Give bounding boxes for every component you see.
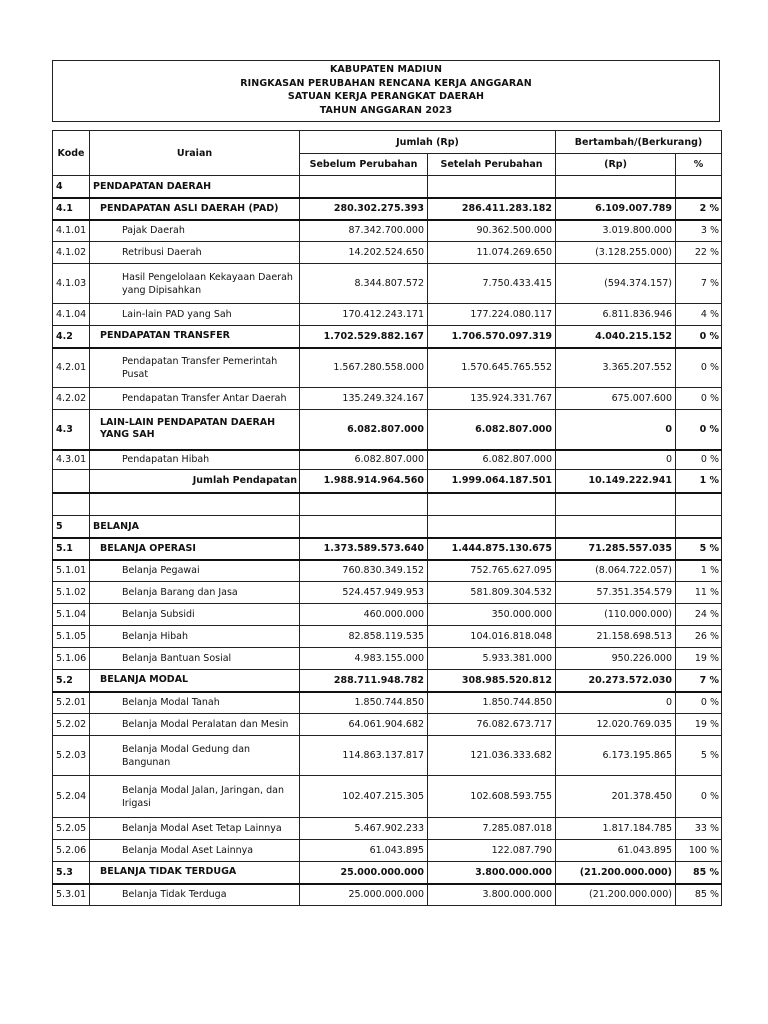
table-row: [53, 604, 722, 626]
row-rp: 12.020.769.035: [556, 714, 676, 736]
row-pct: 24 %: [676, 604, 722, 626]
row-setelah: [428, 516, 556, 538]
row-sebelum: 460.000.000: [300, 604, 428, 626]
row-rp: 0: [556, 692, 676, 714]
table-row: [53, 220, 722, 242]
col-header-uraian: Uraian: [90, 131, 300, 176]
header-line-2: RINGKASAN PERUBAHAN RENCANA KERJA ANGGARAN: [240, 77, 532, 89]
row-kode: 5.1.06: [53, 648, 90, 670]
row-rp: 6.173.195.865: [556, 736, 676, 776]
table-row: [53, 450, 722, 470]
row-pct: [676, 493, 722, 516]
row-pct: 0 %: [676, 348, 722, 388]
row-rp: 201.378.450: [556, 776, 676, 818]
col-header-jumlah: Jumlah (Rp): [300, 131, 556, 154]
row-setelah: 350.000.000: [428, 604, 556, 626]
row-uraian: PENDAPATAN ASLI DAERAH (PAD): [90, 198, 300, 220]
row-uraian: BELANJA: [90, 516, 300, 538]
row-uraian: Retribusi Daerah: [90, 242, 300, 264]
row-uraian: BELANJA TIDAK TERDUGA: [90, 862, 300, 884]
row-pct: 0 %: [676, 692, 722, 714]
col-header-kode: Kode: [53, 131, 90, 176]
table-row: [53, 692, 722, 714]
row-pct: 7 %: [676, 670, 722, 692]
row-pct: 5 %: [676, 736, 722, 776]
row-sebelum: 170.412.243.171: [300, 304, 428, 326]
row-kode: 5.2.06: [53, 840, 90, 862]
table-row: [53, 670, 722, 692]
row-kode: 4.1.03: [53, 264, 90, 304]
row-kode: 5.2.02: [53, 714, 90, 736]
row-pct: 0 %: [676, 410, 722, 450]
row-uraian: [90, 493, 300, 516]
table-row: [53, 242, 722, 264]
row-sebelum: 5.467.902.233: [300, 818, 428, 840]
table-row: [53, 198, 722, 220]
row-pct: 1 %: [676, 470, 722, 493]
row-rp: 0: [556, 410, 676, 450]
row-pct: 19 %: [676, 714, 722, 736]
row-sebelum: 114.863.137.817: [300, 736, 428, 776]
row-sebelum: 82.858.119.535: [300, 626, 428, 648]
table-row: [53, 714, 722, 736]
table-row: [53, 818, 722, 840]
row-sebelum: 1.373.589.573.640: [300, 538, 428, 560]
row-rp: [556, 516, 676, 538]
row-pct: 11 %: [676, 582, 722, 604]
row-setelah: 7.750.433.415: [428, 264, 556, 304]
row-setelah: 90.362.500.000: [428, 220, 556, 242]
row-kode: 4.1: [53, 198, 90, 220]
row-setelah: [428, 493, 556, 516]
row-setelah: 286.411.283.182: [428, 198, 556, 220]
row-setelah: 3.800.000.000: [428, 862, 556, 884]
row-kode: 5.1: [53, 538, 90, 560]
row-rp: 4.040.215.152: [556, 326, 676, 348]
row-sebelum: 1.702.529.882.167: [300, 326, 428, 348]
row-sebelum: 14.202.524.650: [300, 242, 428, 264]
row-sebelum: 288.711.948.782: [300, 670, 428, 692]
row-uraian: Belanja Hibah: [90, 626, 300, 648]
row-kode: 5.1.04: [53, 604, 90, 626]
col-header-bertambah: Bertambah/(Berkurang): [556, 131, 722, 154]
row-pct: 85 %: [676, 884, 722, 906]
row-setelah: 76.082.673.717: [428, 714, 556, 736]
row-rp: (594.374.157): [556, 264, 676, 304]
row-pct: 0 %: [676, 326, 722, 348]
row-setelah: 177.224.080.117: [428, 304, 556, 326]
row-rp: 950.226.000: [556, 648, 676, 670]
row-rp: [556, 176, 676, 198]
row-pct: 3 %: [676, 220, 722, 242]
row-rp: 675.007.600: [556, 388, 676, 410]
table-row: [53, 348, 722, 388]
row-sebelum: 61.043.895: [300, 840, 428, 862]
row-uraian: Pajak Daerah: [90, 220, 300, 242]
row-rp: 6.109.007.789: [556, 198, 676, 220]
row-setelah: 6.082.807.000: [428, 450, 556, 470]
table-row: [53, 388, 722, 410]
row-pct: 2 %: [676, 198, 722, 220]
row-uraian: Belanja Modal Aset Lainnya: [90, 840, 300, 862]
row-kode: 5.2.01: [53, 692, 90, 714]
table-row: [53, 326, 722, 348]
row-setelah: 7.285.087.018: [428, 818, 556, 840]
table-row: [53, 264, 722, 304]
row-kode: 4.2: [53, 326, 90, 348]
row-kode: 4.1.02: [53, 242, 90, 264]
row-setelah: 121.036.333.682: [428, 736, 556, 776]
table-row: [53, 304, 722, 326]
row-pct: 19 %: [676, 648, 722, 670]
row-pct: 26 %: [676, 626, 722, 648]
row-pct: 0 %: [676, 388, 722, 410]
row-kode: 4.2.01: [53, 348, 90, 388]
table-row: [53, 648, 722, 670]
row-uraian: Pendapatan Hibah: [90, 450, 300, 470]
row-setelah: 308.985.520.812: [428, 670, 556, 692]
row-uraian: BELANJA MODAL: [90, 670, 300, 692]
row-pct: 0 %: [676, 776, 722, 818]
row-rp: (21.200.000.000): [556, 884, 676, 906]
row-rp: 3.019.800.000: [556, 220, 676, 242]
row-setelah: 5.933.381.000: [428, 648, 556, 670]
row-sebelum: [300, 493, 428, 516]
row-sebelum: 25.000.000.000: [300, 862, 428, 884]
row-rp: 20.273.572.030: [556, 670, 676, 692]
row-uraian: Pendapatan Transfer Antar Daerah: [90, 388, 300, 410]
table-row: [53, 470, 722, 493]
row-uraian: Lain-lain PAD yang Sah: [90, 304, 300, 326]
row-pct: 0 %: [676, 450, 722, 470]
row-sebelum: [300, 516, 428, 538]
row-sebelum: 524.457.949.953: [300, 582, 428, 604]
table-row: [53, 493, 722, 516]
row-pct: 100 %: [676, 840, 722, 862]
row-kode: 4.3.01: [53, 450, 90, 470]
row-kode: 5.3: [53, 862, 90, 884]
col-header-setelah: Setelah Perubahan: [428, 154, 556, 176]
row-setelah: 581.809.304.532: [428, 582, 556, 604]
row-setelah: 1.444.875.130.675: [428, 538, 556, 560]
row-rp: (110.000.000): [556, 604, 676, 626]
row-rp: 71.285.557.035: [556, 538, 676, 560]
col-header-sebelum: Sebelum Perubahan: [300, 154, 428, 176]
row-kode: [53, 470, 90, 493]
row-sebelum: 1.988.914.964.560: [300, 470, 428, 493]
row-kode: 5.2.04: [53, 776, 90, 818]
report-header: [52, 60, 720, 122]
row-kode: 4.1.04: [53, 304, 90, 326]
table-row: [53, 884, 722, 906]
row-pct: 85 %: [676, 862, 722, 884]
row-kode: 4.3: [53, 410, 90, 450]
row-rp: (21.200.000.000): [556, 862, 676, 884]
row-uraian: PENDAPATAN TRANSFER: [90, 326, 300, 348]
row-kode: 5.2: [53, 670, 90, 692]
row-setelah: 104.016.818.048: [428, 626, 556, 648]
row-rp: 10.149.222.941: [556, 470, 676, 493]
document-page: [52, 60, 720, 906]
row-sebelum: 1.850.744.850: [300, 692, 428, 714]
col-header-pct: %: [676, 154, 722, 176]
row-uraian: PENDAPATAN DAERAH: [90, 176, 300, 198]
row-rp: 57.351.354.579: [556, 582, 676, 604]
row-setelah: [428, 176, 556, 198]
row-sebelum: 25.000.000.000: [300, 884, 428, 906]
header-line-4: TAHUN ANGGARAN 2023: [319, 104, 453, 116]
row-uraian: Pendapatan Transfer Pemerintah Pusat: [90, 348, 300, 388]
row-rp: (3.128.255.000): [556, 242, 676, 264]
row-sebelum: 760.830.349.152: [300, 560, 428, 582]
row-uraian: Belanja Modal Peralatan dan Mesin: [90, 714, 300, 736]
row-sebelum: 1.567.280.558.000: [300, 348, 428, 388]
header-line-1: KABUPATEN MADIUN: [329, 64, 443, 75]
row-sebelum: 135.249.324.167: [300, 388, 428, 410]
row-sebelum: 64.061.904.682: [300, 714, 428, 736]
row-kode: 5.3.01: [53, 884, 90, 906]
row-uraian: Belanja Modal Gedung dan Bangunan: [90, 736, 300, 776]
table-row: [53, 516, 722, 538]
table-row: [53, 840, 722, 862]
row-sebelum: 6.082.807.000: [300, 450, 428, 470]
table-row: [53, 862, 722, 884]
row-kode: 4.1.01: [53, 220, 90, 242]
row-kode: 4: [53, 176, 90, 198]
row-rp: (8.064.722.057): [556, 560, 676, 582]
row-setelah: 6.082.807.000: [428, 410, 556, 450]
row-uraian: Belanja Bantuan Sosial: [90, 648, 300, 670]
row-kode: 5.1.01: [53, 560, 90, 582]
row-pct: 7 %: [676, 264, 722, 304]
row-setelah: 752.765.627.095: [428, 560, 556, 582]
row-uraian: Belanja Pegawai: [90, 560, 300, 582]
row-setelah: 11.074.269.650: [428, 242, 556, 264]
row-kode: 5.2.05: [53, 818, 90, 840]
row-rp: 1.817.184.785: [556, 818, 676, 840]
row-uraian: BELANJA OPERASI: [90, 538, 300, 560]
budget-table: [52, 130, 722, 906]
row-sebelum: [300, 176, 428, 198]
row-setelah: 3.800.000.000: [428, 884, 556, 906]
row-uraian: Belanja Modal Aset Tetap Lainnya: [90, 818, 300, 840]
row-pct: 4 %: [676, 304, 722, 326]
row-rp: 21.158.698.513: [556, 626, 676, 648]
row-kode: 5.1.02: [53, 582, 90, 604]
row-pct: 1 %: [676, 560, 722, 582]
row-uraian: Belanja Tidak Terduga: [90, 884, 300, 906]
row-pct: [676, 176, 722, 198]
table-row: [53, 538, 722, 560]
row-setelah: 122.087.790: [428, 840, 556, 862]
row-pct: 5 %: [676, 538, 722, 560]
row-uraian: Belanja Subsidi: [90, 604, 300, 626]
row-kode: 5: [53, 516, 90, 538]
row-uraian: Jumlah Pendapatan: [90, 470, 300, 493]
row-rp: 0: [556, 450, 676, 470]
row-sebelum: 87.342.700.000: [300, 220, 428, 242]
row-rp: 61.043.895: [556, 840, 676, 862]
row-setelah: 1.850.744.850: [428, 692, 556, 714]
table-row: [53, 582, 722, 604]
row-pct: 33 %: [676, 818, 722, 840]
header-line-3: SATUAN KERJA PERANGKAT DAERAH: [287, 91, 485, 102]
row-kode: [53, 493, 90, 516]
row-kode: 5.1.05: [53, 626, 90, 648]
row-rp: [556, 493, 676, 516]
row-uraian: LAIN-LAIN PENDAPATAN DAERAH YANG SAH: [90, 410, 300, 450]
table-row: [53, 176, 722, 198]
row-pct: 22 %: [676, 242, 722, 264]
row-setelah: 135.924.331.767: [428, 388, 556, 410]
row-pct: [676, 516, 722, 538]
row-sebelum: 6.082.807.000: [300, 410, 428, 450]
table-row: [53, 736, 722, 776]
row-setelah: 1.999.064.187.501: [428, 470, 556, 493]
row-setelah: 1.706.570.097.319: [428, 326, 556, 348]
row-sebelum: 4.983.155.000: [300, 648, 428, 670]
row-uraian: Belanja Modal Jalan, Jaringan, dan Irigasi: [90, 776, 300, 818]
row-rp: 3.365.207.552: [556, 348, 676, 388]
row-setelah: 102.608.593.755: [428, 776, 556, 818]
row-uraian: Belanja Barang dan Jasa: [90, 582, 300, 604]
row-setelah: 1.570.645.765.552: [428, 348, 556, 388]
table-row: [53, 776, 722, 818]
row-sebelum: 280.302.275.393: [300, 198, 428, 220]
row-kode: 5.2.03: [53, 736, 90, 776]
row-sebelum: 8.344.807.572: [300, 264, 428, 304]
row-uraian: Belanja Modal Tanah: [90, 692, 300, 714]
row-sebelum: 102.407.215.305: [300, 776, 428, 818]
row-uraian: Hasil Pengelolaan Kekayaan Daerah yang Dipisahkan: [90, 264, 300, 304]
table-body: [53, 176, 722, 906]
row-kode: 4.2.02: [53, 388, 90, 410]
row-rp: 6.811.836.946: [556, 304, 676, 326]
table-row: [53, 410, 722, 450]
table-row: [53, 560, 722, 582]
col-header-rp: (Rp): [556, 154, 676, 176]
table-row: [53, 626, 722, 648]
